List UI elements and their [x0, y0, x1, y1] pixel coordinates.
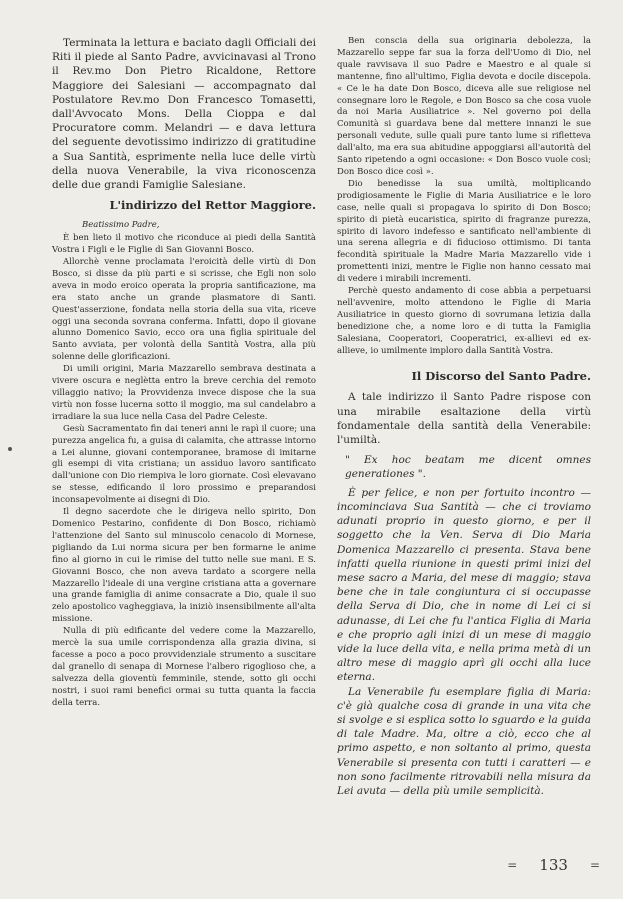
footer-ornament-left: =: [507, 858, 518, 872]
address-paragraph: Perchè questo andamento di cose abbia a perpetuarsi nell'avvenire, molto attendono le Figlie di Maria Ausiliatrice in questo giorno di sovrumana letizia dalla benedizione che, a nome loro e di tutta la Famiglia Salesiana, Cooperatori, Cooperatrici, ex-allievi ed ex-allieve, io umilmente imploro dalla Santità Vostra.: [337, 286, 591, 356]
right-column: [337, 36, 591, 798]
address-paragraph: Dio benedisse la sua umiltà, moltiplicando prodigiosamente le Figlie di Maria Ausiliatrice e le loro case, nelle quali si propagava lo spirito di Don Bosco; spirito di pietà eucaristica, spirito di fragranze purezza, spirito di lavoro indefesso e santificato nell'ambiente di una serena allegria e di fiducioso ottimismo. Di tanta fecondità spirituale la Madre Maria Mazzarello vide i promettenti inizi, mentre le Figlie non hanno cessato mai di vedere i mirabili incrementi.: [337, 178, 591, 285]
speech-paragraph: La Venerabile fu esemplare figlia di Maria: c'è già qualche cosa di grande in una vita che si svolge e si esplica sotto lo sguardo e la guida di tale Madre. Ma, oltre a ciò, ecco che al primo aspetto, e non soltanto al primo, questa Venerabile si presenta con tutti i caratteri — e non sono facilmente ritrovabili nella misura da Lei avuta — della più umile semplicità.: [337, 685, 591, 797]
latin-quote: " Ex hoc beatam me dicent omnes generationes ".: [345, 454, 591, 481]
address-paragraph: Nulla di più edificante del vedere come la Mazzarello, mercè la sua umile corrispondenza alla grazia divina, si facesse a poco a poco provvidenziale strumento a suscitare dal granello di senapa di Mornese l'albero rigoglioso che, a salvezza della gioventù femminile, stende, sotto gli occhi nostri, i suoi rami benefici ormai su tutta quanta la faccia della terra.: [52, 626, 316, 708]
intro-paragraph: Terminata la lettura e baciato dagli Officiali dei Riti il piede al Santo Padre, avvicinavasi al Trono il Rev.mo Don Pietro Ricaldone, Rettore Maggiore dei Salesiani — accompagnato dal Postulatore Rev.mo Don Francesco Tomasetti, dall'Avvocato Mons. Della Cioppa e dal Procuratore comm. Melandri — e dava lettura del seguente devotissimo indirizzo di gratitudine a Sua Santità, esprimente nella luce delle virtù della nuova Venerabile, la viva riconoscenza delle due grandi Famiglie Salesiane.: [52, 37, 316, 192]
section-heading-address: L'indirizzo del Rettor Maggiore.: [109, 198, 316, 213]
margin-mark: [8, 447, 12, 451]
address-paragraph: È ben lieto il motivo che riconduce ai piedi della Santità Vostra i Figli e le Figlie di San Giovanni Bosco.: [52, 233, 316, 256]
footer-ornament-right: =: [589, 858, 600, 872]
address-paragraph: Gesù Sacramentato fin dai teneri anni le rapì il cuore; una purezza angelica fu, a guisa di calamita, che attrasse intorno a Lei alunne, giovani contemporanee, bramose di imitarne gli esempi di vita cristiana; un assiduo lavoro santificato dall'unione con Dio riempiva le loro giornate. Così elevavano se stesse, edificando il loro prossimo e preparandosi inconsapevolmente ai disegni di Dio.: [52, 423, 316, 506]
salutation: Beatissimo Padre,: [82, 220, 160, 231]
address-paragraph: Il degno sacerdote che le dirigeva nello spirito, Don Domenico Pestarino, confidente di Don Bosco, richiamò l'attenzione del Santo sul minuscolo cenacolo di Mornese, pigliando da Lui norma sicura per ben formarne le anime fino al giorno in cui le rimise del tutto nelle sue mani. E S. Giovanni Bosco, che non aveva tardato a scorgere nella Mazzarello l'ideale di una vergine cristiana atta a governare una grande famiglia di anime consacrate a Dio, quale il suo zelo apostolico vagheggiava, la iniziò insensibilmente all'alta missione.: [52, 507, 316, 625]
page-number: 133: [539, 856, 568, 874]
left-column: [52, 36, 316, 709]
address-paragraph: Allorchè venne proclamata l'eroicità delle virtù di Don Bosco, si disse da più parti e si scrisse, che Egli non solo aveva in modo eroico operata la propria santificazione, ma era stato anche un grande plasmatore di Santi. Quest'asserzione, fondata nella storia della sua vita, riceve oggi una seconda sovrana conferma. Infatti, dopo il giovane alunno Domenico Savio, ecco ora una figlia spirituale del Santo avviata, per volontà della Santità Vostra, alla più solenne delle glorificazioni.: [52, 257, 316, 363]
section-heading-speech: Il Discorso del Santo Padre.: [411, 369, 591, 384]
address-paragraph: Ben conscia della sua originaria debolezza, la Mazzarello seppe far sua la forza dell'Uomo di Dio, nel quale ravvisava il suo Padre e Maestro e al quale si mantenne, fino all'ultimo, Figlia devota e docile discepola. « Ce le ha date Don Bosco, diceva alle sue religiose nel consegnare loro le Regole, e Don Bosco sa che cosa vuole da noi Maria Ausiliatrice ». Nel governo poi della Comunità si guardava bene dal mettere innanzi le sue personali vedute, sulle quali pure tanto lume si rifletteva dall'alto, ma era sua abitudine appoggiarsi all'autorità del Santo ripetendo a ogni occasione: « Don Bosco vuole così; Don Bosco dice così ».: [337, 36, 591, 177]
speech-intro: A tale indirizzo il Santo Padre rispose con una mirabile esaltazione della virtù fondamentale della santità della Venerabile: l'umiltà.: [337, 391, 591, 447]
address-paragraph: Di umili origini, Maria Mazzarello sembrava destinata a vivere oscura e neglètta entro la breve cerchia del remoto villaggio nativo; la Provvidenza invece dispose che la sua virtù non fosse lucerna sotto il moggio, ma sul candelabro a irradiare la sua luce nella Casa del Padre Celeste.: [52, 364, 316, 422]
page-footer: [450, 856, 600, 874]
speech-paragraph: È per felice, e non per fortuito incontro — incominciava Sua Santità — che ci troviamo adunati proprio in questo giorno, e per il soggetto che la Ven. Serva di Dio Maria Domenica Mazzarello ci presenta. Stava bene infatti quella riunione in questi primi inizi del mese sacro a Maria, del mese di maggio; stava bene che in tale congiuntura ci si occupasse della Serva di Dio, che in nome di Lei ci si adunasse, di Lei che fu l'antica Figlia di Maria e che proprio agli inizi di un mese di maggio vide la luce della vita, e nella prima metà di un altro mese di maggio aprì gli occhi alla luce eterna.: [337, 486, 591, 684]
